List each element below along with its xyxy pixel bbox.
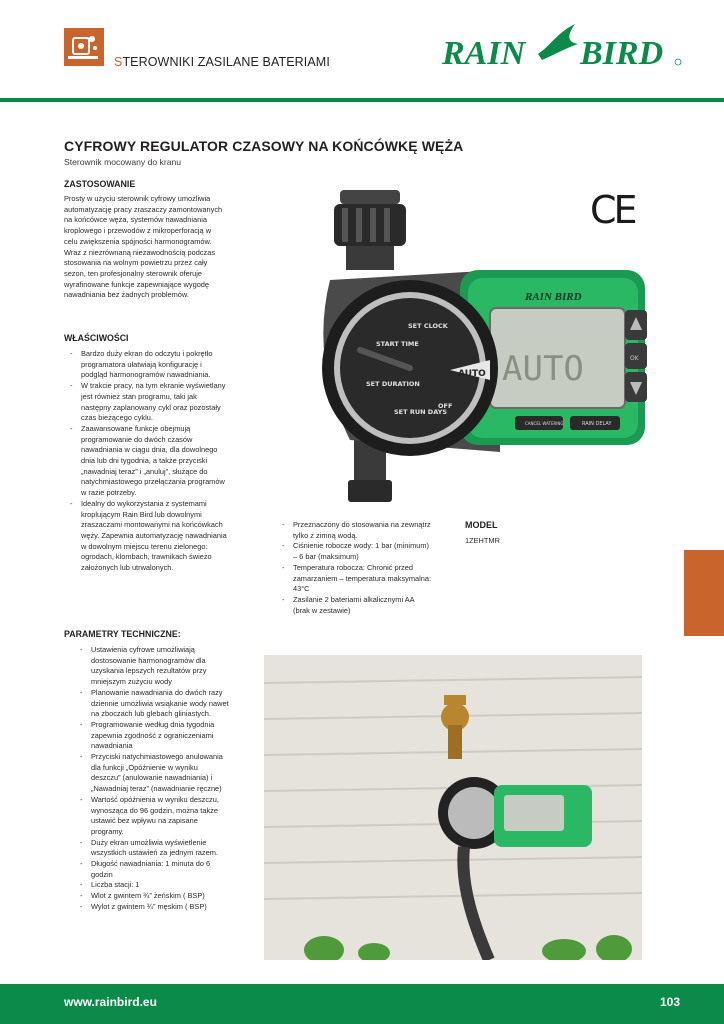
spec-item	[80, 838, 270, 859]
spec-item-line: deszczu” (anulowanie nawadniania) i	[91, 773, 213, 783]
spec-item-line: na zboczach lub glebach gliniastych.	[91, 709, 211, 719]
dial-label-off: OFF	[438, 402, 453, 410]
operating-spec-item-line: tylko z zimną wodą.	[293, 530, 358, 540]
section-heading-specs: PARAMETRY TECHNICZNE:	[64, 629, 181, 639]
feature-item-line: - Zaawansowane funkcje obejmują	[81, 423, 191, 433]
feature-item-line: następny zaplanowany cykl oraz pozostały	[81, 402, 221, 412]
page-title: CYFROWY REGULATOR CZASOWY NA KOŃCÓWKĘ WĘŻA	[64, 138, 464, 154]
spec-item-line: dostosowanie harmonogramów dla	[91, 655, 206, 665]
spec-item-line: dziennie umożliwia wsiąkanie wody nawet	[91, 698, 229, 708]
spec-item	[80, 880, 270, 891]
garden-irrigation-icon	[64, 28, 104, 66]
feature-item	[70, 349, 270, 381]
spec-item-line: - Wartość opóźnienia w wyniku deszczu,	[91, 794, 219, 804]
feature-item-line: programatora ułatwiają konfigurację i	[81, 359, 202, 369]
spec-item	[80, 859, 270, 880]
spec-item-line: ustawić bez wpływu na zapisane	[91, 816, 198, 826]
product-image	[290, 190, 660, 510]
dial-label-set-clock: SET CLOCK	[408, 322, 448, 330]
operating-spec-item-line: 43°C	[293, 584, 310, 594]
spec-item	[80, 688, 270, 720]
feature-item-line: - Idealny do wykorzystania z systemami	[81, 498, 207, 508]
feature-item-line: czas bieżącego cyklu.	[81, 413, 153, 423]
spec-item-line: „Nawadniaj teraz” (nawadnianie ręczne)	[91, 784, 222, 794]
feature-item-line: kroplującym Rain Bird lub dowolnymi	[81, 509, 202, 519]
spec-item-line: - Wlot z gwintem ¾” żeńskim ( BSP)	[91, 891, 205, 901]
spec-item	[80, 720, 270, 752]
header-divider	[0, 98, 724, 102]
spec-item-line: - Przyciski natychmiastowego anulowania	[91, 752, 223, 762]
operating-spec-item-line: zamarzaniem – temperatura maksymalna:	[293, 573, 432, 583]
model-heading: MODEL	[465, 520, 498, 530]
ce-mark: CE	[590, 188, 635, 232]
spec-item-line: - Długość nawadniania: 1 minuta do 6	[91, 859, 211, 869]
section-title: STEROWNIKI ZASILANE BATERIAMI	[114, 55, 330, 69]
rain-bird-logo	[440, 20, 685, 72]
spec-item-line: - Programowanie według dnia tygodnia	[91, 719, 215, 729]
operating-spec-item	[282, 520, 467, 541]
ok-button-label: OK	[630, 355, 639, 362]
spec-item	[80, 891, 270, 902]
operating-spec-item-line: - Zasilanie 2 bateriami alkalicznymi AA	[293, 594, 415, 604]
application-text-line: na końcówce węża, systemów nawadniania	[64, 215, 207, 225]
model-number: 1ZEHTMR	[465, 536, 500, 545]
features-list	[70, 349, 270, 574]
feature-item-line: - Bardzo duży ekran do odczytu i pokrętło	[81, 349, 213, 358]
application-text-line: automatyzację pracy zraszaczy zamontowanych	[64, 204, 223, 214]
specs-list	[80, 645, 270, 913]
application-text-line: kroplowego i przewodów z mikroperforacją w	[64, 226, 212, 236]
feature-item-line: w razie potrzeby.	[81, 488, 137, 498]
feature-item-line: założonych lub utrwalonych.	[81, 563, 174, 573]
svg-text:BIRD: BIRD	[580, 35, 664, 72]
feature-item-line: podgląd harmonogramów nawadniania.	[81, 370, 211, 380]
spec-item-line: dla funkcji „Opóźnienie w wyniku	[91, 762, 198, 772]
footer-url[interactable]: www.rainbird.eu	[64, 995, 157, 1009]
installation-photo	[264, 655, 642, 960]
spec-item-line: mniejszym zużyciu wody	[91, 677, 172, 687]
application-text-line: Prosty w użyciu sterownik cyfrowy umożliwia	[64, 194, 211, 203]
svg-text:RAIN: RAIN	[442, 35, 526, 72]
spec-item	[80, 752, 270, 795]
spec-item-line: godzin	[91, 869, 113, 879]
dial-label-start-time: START TIME	[376, 340, 419, 348]
feature-item-line: dnia lub dni tygodnia, a także przyciski	[81, 456, 208, 466]
operating-specs-list	[282, 520, 467, 616]
cancel-button-label: CANCEL WATERING	[525, 421, 564, 426]
spec-item	[80, 795, 270, 838]
spec-item-line: uzyskania lepszych rezultatów przy	[91, 666, 207, 676]
application-text-line: Wraz z niezrównaną niezawodnością podczas	[64, 247, 216, 257]
spec-item-line: zapewnia zgodność z ograniczeniami	[91, 730, 214, 740]
application-text-line: wyrafinowane funkcje zapewniające wygodę	[64, 279, 210, 289]
feature-item-line: węży. Zapewnia automatyzację nawadniania	[81, 530, 227, 540]
section-tab	[684, 550, 724, 636]
operating-spec-item-line: – 6 bar (maksimum)	[293, 552, 359, 562]
feature-item-line: programowanie do dwóch czasów	[81, 434, 193, 444]
dial-label-set-duration: SET DURATION	[366, 380, 420, 388]
operating-spec-item-line: - Temperatura robocza: Chronić przed	[293, 562, 413, 572]
section-heading-application: ZASTOSOWANIE	[64, 179, 136, 189]
spec-item-line: - Wylot z gwintem ¾” męskim ( BSP)	[91, 901, 207, 911]
feature-item	[70, 424, 270, 499]
feature-item-line: ogrodach, klombach, trawnikach świeżo	[81, 552, 212, 562]
operating-spec-item-line: - Przeznaczony do stosowania na zewnątrz	[293, 520, 431, 529]
spec-item-line: - Ustawienia cyfrowe umożliwiają	[91, 645, 195, 654]
spec-item	[80, 645, 270, 688]
spec-item-line: wynosząca do 96 godzin, można także	[91, 805, 218, 815]
operating-spec-item-line: (brak w zestawie)	[293, 605, 351, 615]
application-text-line: nawadniania bez żadnych problemów.	[64, 290, 189, 300]
application-text-line: sezon, ten profesjonalny sterownik oferuje	[64, 268, 203, 278]
feature-item-line: - W trakcie pracy, na tym ekranie wyświetlany	[81, 381, 226, 391]
dial-auto-label: AUTO	[458, 369, 486, 379]
feature-item-line: natychmiastowego przełączania programów	[81, 477, 225, 487]
application-text-line: celu zwiększenia spójności harmonogramów.	[64, 236, 212, 246]
feature-item-line: zraszaczami montowanymi na końcówkach	[81, 520, 223, 530]
feature-item-line: jest również stan programu, taki jak	[81, 391, 197, 401]
operating-spec-item	[282, 563, 467, 595]
operating-spec-item-line: - Ciśnienie robocze wody: 1 bar (minimum)	[293, 541, 429, 551]
page-subtitle: Sterownik mocowany do kranu	[64, 157, 182, 167]
feature-item	[70, 381, 270, 424]
spec-item-line: - Planowanie nawadniania do dwóch razy	[91, 687, 223, 697]
feature-item	[70, 499, 270, 574]
spec-item-line: - Liczba stacji: 1	[91, 880, 140, 890]
rain-delay-button-label: RAIN DELAY	[582, 421, 612, 427]
page-number: 103	[660, 995, 681, 1009]
spec-item-line: wszystkich ustawień za jednym razem.	[91, 848, 218, 858]
section-heading-features: WŁAŚCIWOŚCI	[64, 333, 129, 343]
operating-spec-item	[282, 595, 467, 616]
operating-spec-item	[282, 541, 467, 562]
feature-item-line: nawadniania w ciągu dnia, dla dowolnego	[81, 445, 218, 455]
dial-label-run-days: SET RUN DAYS	[394, 408, 447, 416]
feature-item-line: „nawadniaj teraz” i „anuluj”, służące do	[81, 466, 208, 476]
spec-item-line: nawadniania	[91, 741, 133, 751]
application-text-line: stosowania na wolnym powietrzu przez cały	[64, 258, 208, 268]
spec-item	[80, 902, 270, 913]
application-text	[64, 194, 254, 301]
spec-item-line: - Duży ekran umożliwia wyświetlenie	[91, 837, 207, 847]
lcd-display: AUTO	[502, 349, 584, 389]
feature-item-line: w dowolnym miejscu terenu zielonego:	[81, 541, 208, 551]
spec-item-line: programy.	[91, 826, 124, 836]
housing-logo: RAIN BIRD	[525, 291, 582, 303]
